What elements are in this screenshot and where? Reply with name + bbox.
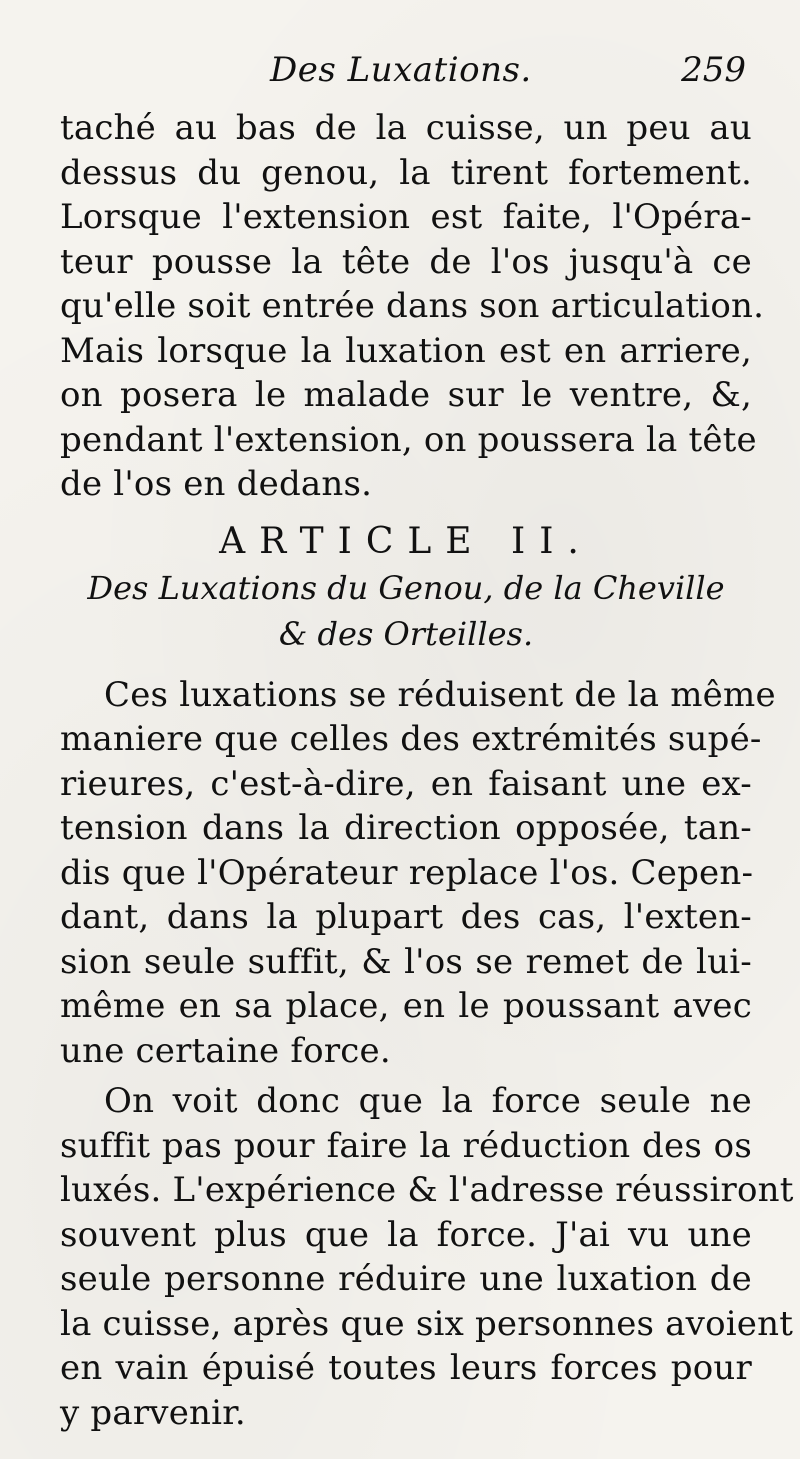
text-line: Mais lorsque la luxation est en arriere, — [60, 330, 752, 371]
text-line: tension dans la direction opposée, tan- — [60, 808, 752, 848]
article-title-line-1: Des Luxations du Genou, de la Cheville — [87, 568, 725, 607]
running-title: Des Luxations. — [270, 50, 532, 90]
text-line: qu'elle soit entrée dans son articulation. — [60, 286, 765, 326]
text-line: y parvenir. — [60, 1392, 246, 1433]
text-line: même en sa place, en le poussant avec — [60, 986, 752, 1026]
text-line: une certaine force. — [60, 1030, 391, 1071]
article-heading: ARTICLE II. — [219, 520, 593, 562]
text-line: seule personne réduire une luxation de — [60, 1259, 752, 1299]
text-line: rieures, c'est-à-dire, en faisant une ex- — [60, 763, 752, 804]
text-line: dant, dans la plupart des cas, l'exten- — [60, 897, 752, 937]
page-header — [60, 44, 752, 106]
continued-paragraph — [60, 106, 765, 507]
text-line: teur pousse la tête de l'os jusqu'à ce — [60, 241, 752, 282]
text-line: on posera le malade sur le ventre, &, — [60, 375, 752, 415]
text-line: sion seule suffit, & l'os se remet de lui- — [60, 941, 752, 982]
article-title-line-2: & des Orteilles. — [278, 614, 534, 653]
text-line: Ces luxations se réduisent de la même — [104, 674, 776, 715]
text-line: pendant l'extension, on poussera la tête — [60, 419, 757, 460]
text-line: la cuisse, après que six personnes avoient — [60, 1303, 794, 1344]
paragraph-2 — [60, 1079, 794, 1435]
text-line: taché au bas de la cuisse, un peu au — [60, 108, 752, 148]
text-line: maniere que celles des extrémités supé- — [60, 719, 762, 759]
text-line: On voit donc que la force seule ne — [104, 1081, 752, 1121]
text-line: luxés. L'expérience & l'adresse réussiront — [60, 1170, 794, 1210]
text-line: souvent plus que la force. J'ai vu une — [60, 1214, 752, 1255]
text-line: de l'os en dedans. — [60, 464, 373, 504]
text-line: dis que l'Opérateur replace l'os. Cepen- — [60, 852, 754, 893]
text-line: suffit pas pour faire la réduction des os — [60, 1125, 752, 1166]
paragraph-1 — [60, 673, 776, 1074]
text-line: dessus du genou, la tirent fortement. — [60, 152, 752, 193]
text-line: en vain épuisé toutes leurs forces pour — [60, 1348, 752, 1388]
page-number: 259 — [681, 50, 746, 90]
text-line: Lorsque l'extension est faite, l'Opéra- — [60, 197, 752, 237]
